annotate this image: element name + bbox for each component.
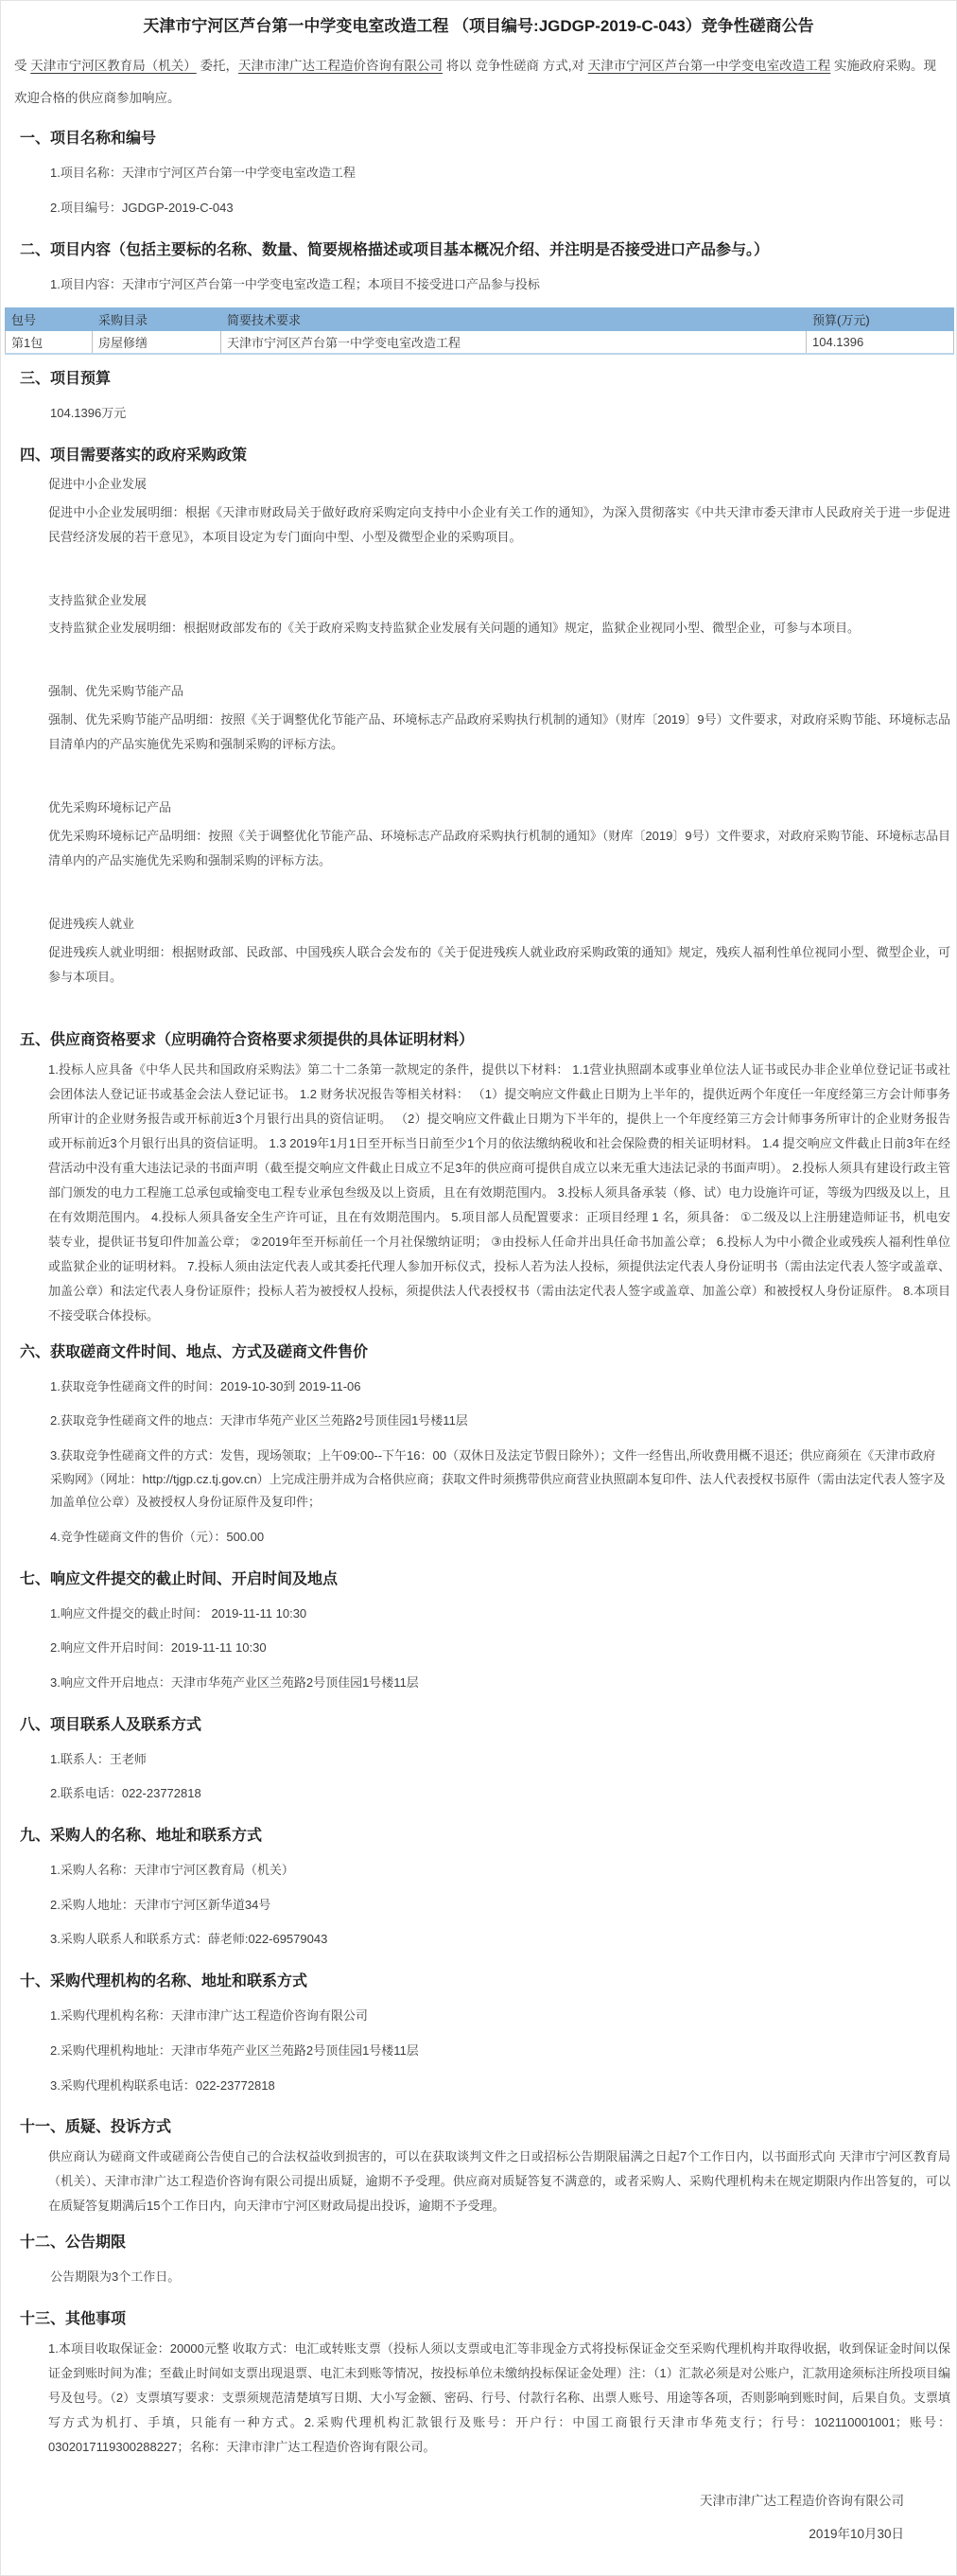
- agency-name-underlined: 天津市津广达工程造价咨询有限公司: [238, 58, 444, 73]
- policy-sme: [1, 473, 956, 550]
- policy-disabled-title: 促进残疾人就业: [48, 916, 135, 931]
- section-13-heading: 十三、其他事项: [20, 2310, 127, 2327]
- announcement-period-item: 公告期限为3个工作日。: [50, 2269, 181, 2285]
- cell-package: 第1包: [6, 331, 93, 355]
- policy-energy-title: 强制、优先采购节能产品: [48, 684, 184, 699]
- policy-prison: [1, 589, 956, 641]
- doc-price-item: 4.竞争性磋商文件的售价（元）：500.00: [50, 1529, 265, 1544]
- contact-phone-item: 2.联系电话：022-23772818: [50, 1786, 201, 1801]
- section-4-heading: 四、项目需要落实的政府采购政策: [20, 447, 248, 464]
- doc-method-item: 3.获取竞争性磋商文件的方式：发售，现场领取；上午09:00--下午16：00（双休日及法定节假日除外）；文件一经售出,所收费用概不退还；供应商须在《天津市政府采购网》（网址：http://tjgp.cz.tj.gov.cn）上完成注册并成为合格供应商；获取文件时须携带供应商营业执照副本复印件、法人代表授权书原件（需由法定代表人签字及加盖单位公章）及被授权人身份证原件及复印件；: [50, 1447, 946, 1510]
- section-8-heading: 八、项目联系人及联系方式: [20, 1716, 202, 1733]
- policy-environment: [1, 797, 956, 873]
- complaint-body: 供应商认为磋商文件或磋商公告使自己的合法权益收到损害的，可以在获取谈判文件之日或招标公告期限届满之日起7个工作日内，以书面形式向 天津市宁河区教育局（机关）、天津市津广达工程造价咨询有限公司提出质疑，逾期不予受理。供应商对质疑答复不满意的，或者采购人、采购代理机构未在规定期限内作出答复的，可以在质疑答复期满后15个工作日内，向天津市宁河区财政局提出投诉，逾期不予受理。: [48, 2149, 950, 2214]
- section-11-heading: 十一、质疑、投诉方式: [20, 2119, 172, 2136]
- table-row: [6, 331, 954, 355]
- section-3-heading: 三、项目预算: [20, 371, 112, 388]
- policy-prison-detail: 支持监狱企业发展明细：根据财政部发布的《关于政府采购支持监狱企业发展有关问题的通知》规定，监狱企业视同小型、微型企业，可参与本项目。: [48, 621, 861, 636]
- response-open-time-item: 2.响应文件开启时间：2019-11-11 10:30: [50, 1640, 267, 1656]
- col-header-category: 采购目录: [93, 308, 221, 331]
- purchaser-address-item: 2.采购人地址：天津市宁河区新华道34号: [50, 1897, 271, 1912]
- other-matters-body: 1.本项目收取保证金：20000元整 收取方式：电汇或转账支票（投标人须以支票或电汇等非现金方式将投标保证金交至采购代理机构并取得收据，收到保证金时间以保证金到账时间为准；至截止时间如支票出现退票、电汇未到账等情况，按投标单位未缴纳投标保证金处理）注：（1）汇款必须是对公账户，汇款用途须标注所投项目编号及包号。（2）支票填写要求：支票须规范清楚填写日期、大小写金额、密码、行号、付款行名称、出票人账号、用途等各项，否则影响到账时间，后果自负。支票填写方式为机打、手填，只能有一种方式。2.采购代理机构汇款银行及账号：开户行：中国工商银行天津市华苑支行；行号：102110001001；账号：0302017119300288227；名称：天津市津广达工程造价咨询有限公司。: [48, 2340, 950, 2454]
- page-title: 天津市宁河区芦台第一中学变电室改造工程 （项目编号:JGDGP-2019-C-043）竞争性磋商公告: [143, 17, 814, 35]
- section-7-heading: 七、响应文件提交的截止时间、开启时间及地点: [20, 1570, 339, 1587]
- project-number-item: 2.项目编号：JGDGP-2019-C-043: [50, 201, 234, 216]
- footer-company: 天津市津广达工程造价咨询有限公司: [700, 2493, 904, 2508]
- doc-place-item: 2.获取竞争性磋商文件的地点：天津市华苑产业区兰苑路2号顶佳园1号楼11层: [50, 1413, 468, 1428]
- policy-disabled: [1, 913, 956, 990]
- intro-paragraph: [14, 50, 941, 115]
- project-name-item: 1.项目名称：天津市宁河区芦台第一中学变电室改造工程: [50, 166, 356, 181]
- col-header-budget: 预算(万元): [807, 308, 954, 331]
- col-header-package: 包号: [6, 308, 93, 331]
- buyer-name-underlined: 天津市宁河区教育局（机关）: [30, 58, 197, 73]
- cell-budget: 104.1396: [807, 331, 954, 355]
- package-table: [5, 307, 954, 355]
- policy-disabled-detail: 促进残疾人就业明细：根据财政部、民政部、中国残疾人联合会发布的《关于促进残疾人就业政府采购政策的通知》规定，残疾人福利性单位视同小型、微型企业，可参与本项目。: [48, 944, 950, 984]
- section-2-heading: 二、项目内容（包括主要标的名称、数量、简要规格描述或项目基本概况介绍、并注明是否接受进口产品参与。）: [20, 241, 770, 258]
- project-content-item: 1.项目内容：天津市宁河区芦台第一中学变电室改造工程；本项目不接受进口产品参与投标: [50, 276, 540, 291]
- policy-energy-detail: 强制、优先采购节能产品明细：按照《关于调整优化节能产品、环境标志产品政府采购执行机制的通知》（财库〔2019〕9号）文件要求，对政府采购节能、环境标志品目清单内的产品实施优先采购和强制采购的评标方法。: [48, 712, 950, 752]
- section-10-heading: 十、采购代理机构的名称、地址和联系方式: [20, 1973, 308, 1990]
- supplier-qualification-body: 1.投标人应具备《中华人民共和国政府采购法》第二十二条第一款规定的条件，提供以下材料： 1.1营业执照副本或事业单位法人证书或民办非企业单位登记证书或社会团体法人登记证书或基金会法人登记证书。 1.2 财务状况报告等相关材料： （1）提交响应文件截止日期为上半年的，提供近两个年度任一年度经第三方会计师事务所审计的企业财务报告或开标前近3个月银行出具的资信证明。 （2）提交响应文件截止日期为下半年的，提供上一个年度经第三方会计师事务所审计的企业财务报告或开标前近3个月银行出具的资信证明。 1.3 2019年1月1日至开标当日前至少1个月的依法缴纳税收和社会保险费的相关证明材料。 1.4 提交响应文件截止日前3年在经营活动中没有重大违法记录的书面声明（截至提交响应文件截止日成立不足3年的供应商可提供自成立以来无重大违法记录的书面声明）。 2.投标人须具有建设行政主管部门颁发的电力工程施工总承包或输变电工程专业承包叁级及以上资质，且在有效期范围内。 3.投标人须具备承装（修、试）电力设施许可证，等级为四级及以上，且在有效期范围内。 4.投标人须具备安全生产许可证，且在有效期范围内。 5.项目部人员配置要求：正项目经理 1 名，须具备： ①二级及以上注册建造师证书，机电安装专业，提供证书复印件加盖公章； ②2019年至开标前任一个月社保缴纳证明； ③由投标人任命并出具任命书加盖公章； 6.投标人为中小微企业或残疾人福利性单位或监狱企业的证明材料。 7.投标人须由法定代表人或其委托代理人参加开标仪式，投标人若为法人投标，须提供法定代表人身份证明书（需由法定代表人签字或盖章、加盖公章）和法定代表人身份证原件；投标人若为被授权人投标，须提供法人代表授权书（需由法定代表人签字或盖章、加盖公章）和被授权人身份证原件。 8.本项目不接受联合体投标。: [48, 1061, 950, 1323]
- intro-seg-1: 受: [14, 58, 31, 73]
- col-header-requirement: 简要技术要求: [221, 308, 807, 331]
- intro-seg-2: 委托，: [196, 58, 239, 73]
- purchaser-contact-item: 3.采购人联系人和联系方式：薛老师:022-69579043: [50, 1932, 328, 1947]
- document-footer: [1, 2484, 904, 2550]
- doc-time-item: 1.获取竞争性磋商文件的时间：2019-10-30到 2019-11-06: [50, 1378, 361, 1393]
- section-1-heading: 一、项目名称和编号: [20, 131, 157, 148]
- cell-requirement: 天津市宁河区芦台第一中学变电室改造工程: [221, 331, 807, 355]
- agency-name-item: 1.采购代理机构名称：天津市津广达工程造价咨询有限公司: [50, 2008, 368, 2024]
- response-open-place-item: 3.响应文件开启地点：天津市华苑产业区兰苑路2号顶佳园1号楼11层: [50, 1675, 419, 1691]
- policy-prison-title: 支持监狱企业发展: [48, 592, 148, 607]
- section-9-heading: 九、采购人的名称、地址和联系方式: [20, 1828, 263, 1845]
- policy-energy: [1, 680, 956, 757]
- policy-sme-title: 促进中小企业发展: [48, 477, 148, 492]
- section-6-heading: 六、获取磋商文件时间、地点、方式及磋商文件售价: [20, 1343, 369, 1360]
- agency-phone-item: 3.采购代理机构联系电话：022-23772818: [50, 2077, 275, 2093]
- section-5-heading: 五、供应商资格要求（应明确符合资格要求须提供的具体证明材料）: [20, 1031, 475, 1048]
- contact-person-item: 1.联系人：王老师: [50, 1751, 147, 1766]
- policy-environment-detail: 优先采购环境标记产品明细：按照《关于调整优化节能产品、环境标志产品政府采购执行机制的通知》（财库〔2019〕9号）文件要求，对政府采购节能、环境标志品目清单内的产品实施优先采购和强制采购的评标方法。: [48, 828, 950, 867]
- purchaser-name-item: 1.采购人名称：天津市宁河区教育局（机关）: [50, 1863, 294, 1878]
- policy-environment-title: 优先采购环境标记产品: [48, 800, 172, 815]
- project-name-underlined: 天津市宁河区芦台第一中学变电室改造工程: [587, 58, 831, 73]
- footer-date: 2019年10月30日: [809, 2527, 904, 2541]
- budget-amount: 104.1396万元: [50, 406, 127, 421]
- table-header-row: [6, 308, 954, 331]
- policy-sme-detail: 促进中小企业发展明细：根据《天津市财政局关于做好政府采购定向支持中小企业有关工作的通知》，为深入贯彻落实《中共天津市委天津市人民政府关于进一步促进民营经济发展的若干意见》，本项目设定为专门面向中型、小型及微型企业的采购项目。: [48, 504, 950, 544]
- section-12-heading: 十二、公告期限: [20, 2234, 127, 2252]
- response-deadline-item: 1.响应文件提交的截止时间： 2019-11-11 10:30: [50, 1605, 307, 1621]
- agency-address-item: 2.采购代理机构地址：天津市华苑产业区兰苑路2号顶佳园1号楼11层: [50, 2042, 419, 2058]
- intro-seg-3: 将以 竞争性磋商 方式,对: [443, 58, 588, 73]
- cell-category: 房屋修缮: [93, 331, 221, 355]
- intro-seg-4: 实施政府采购。现欢迎合格的供应商参加响应。: [14, 58, 937, 105]
